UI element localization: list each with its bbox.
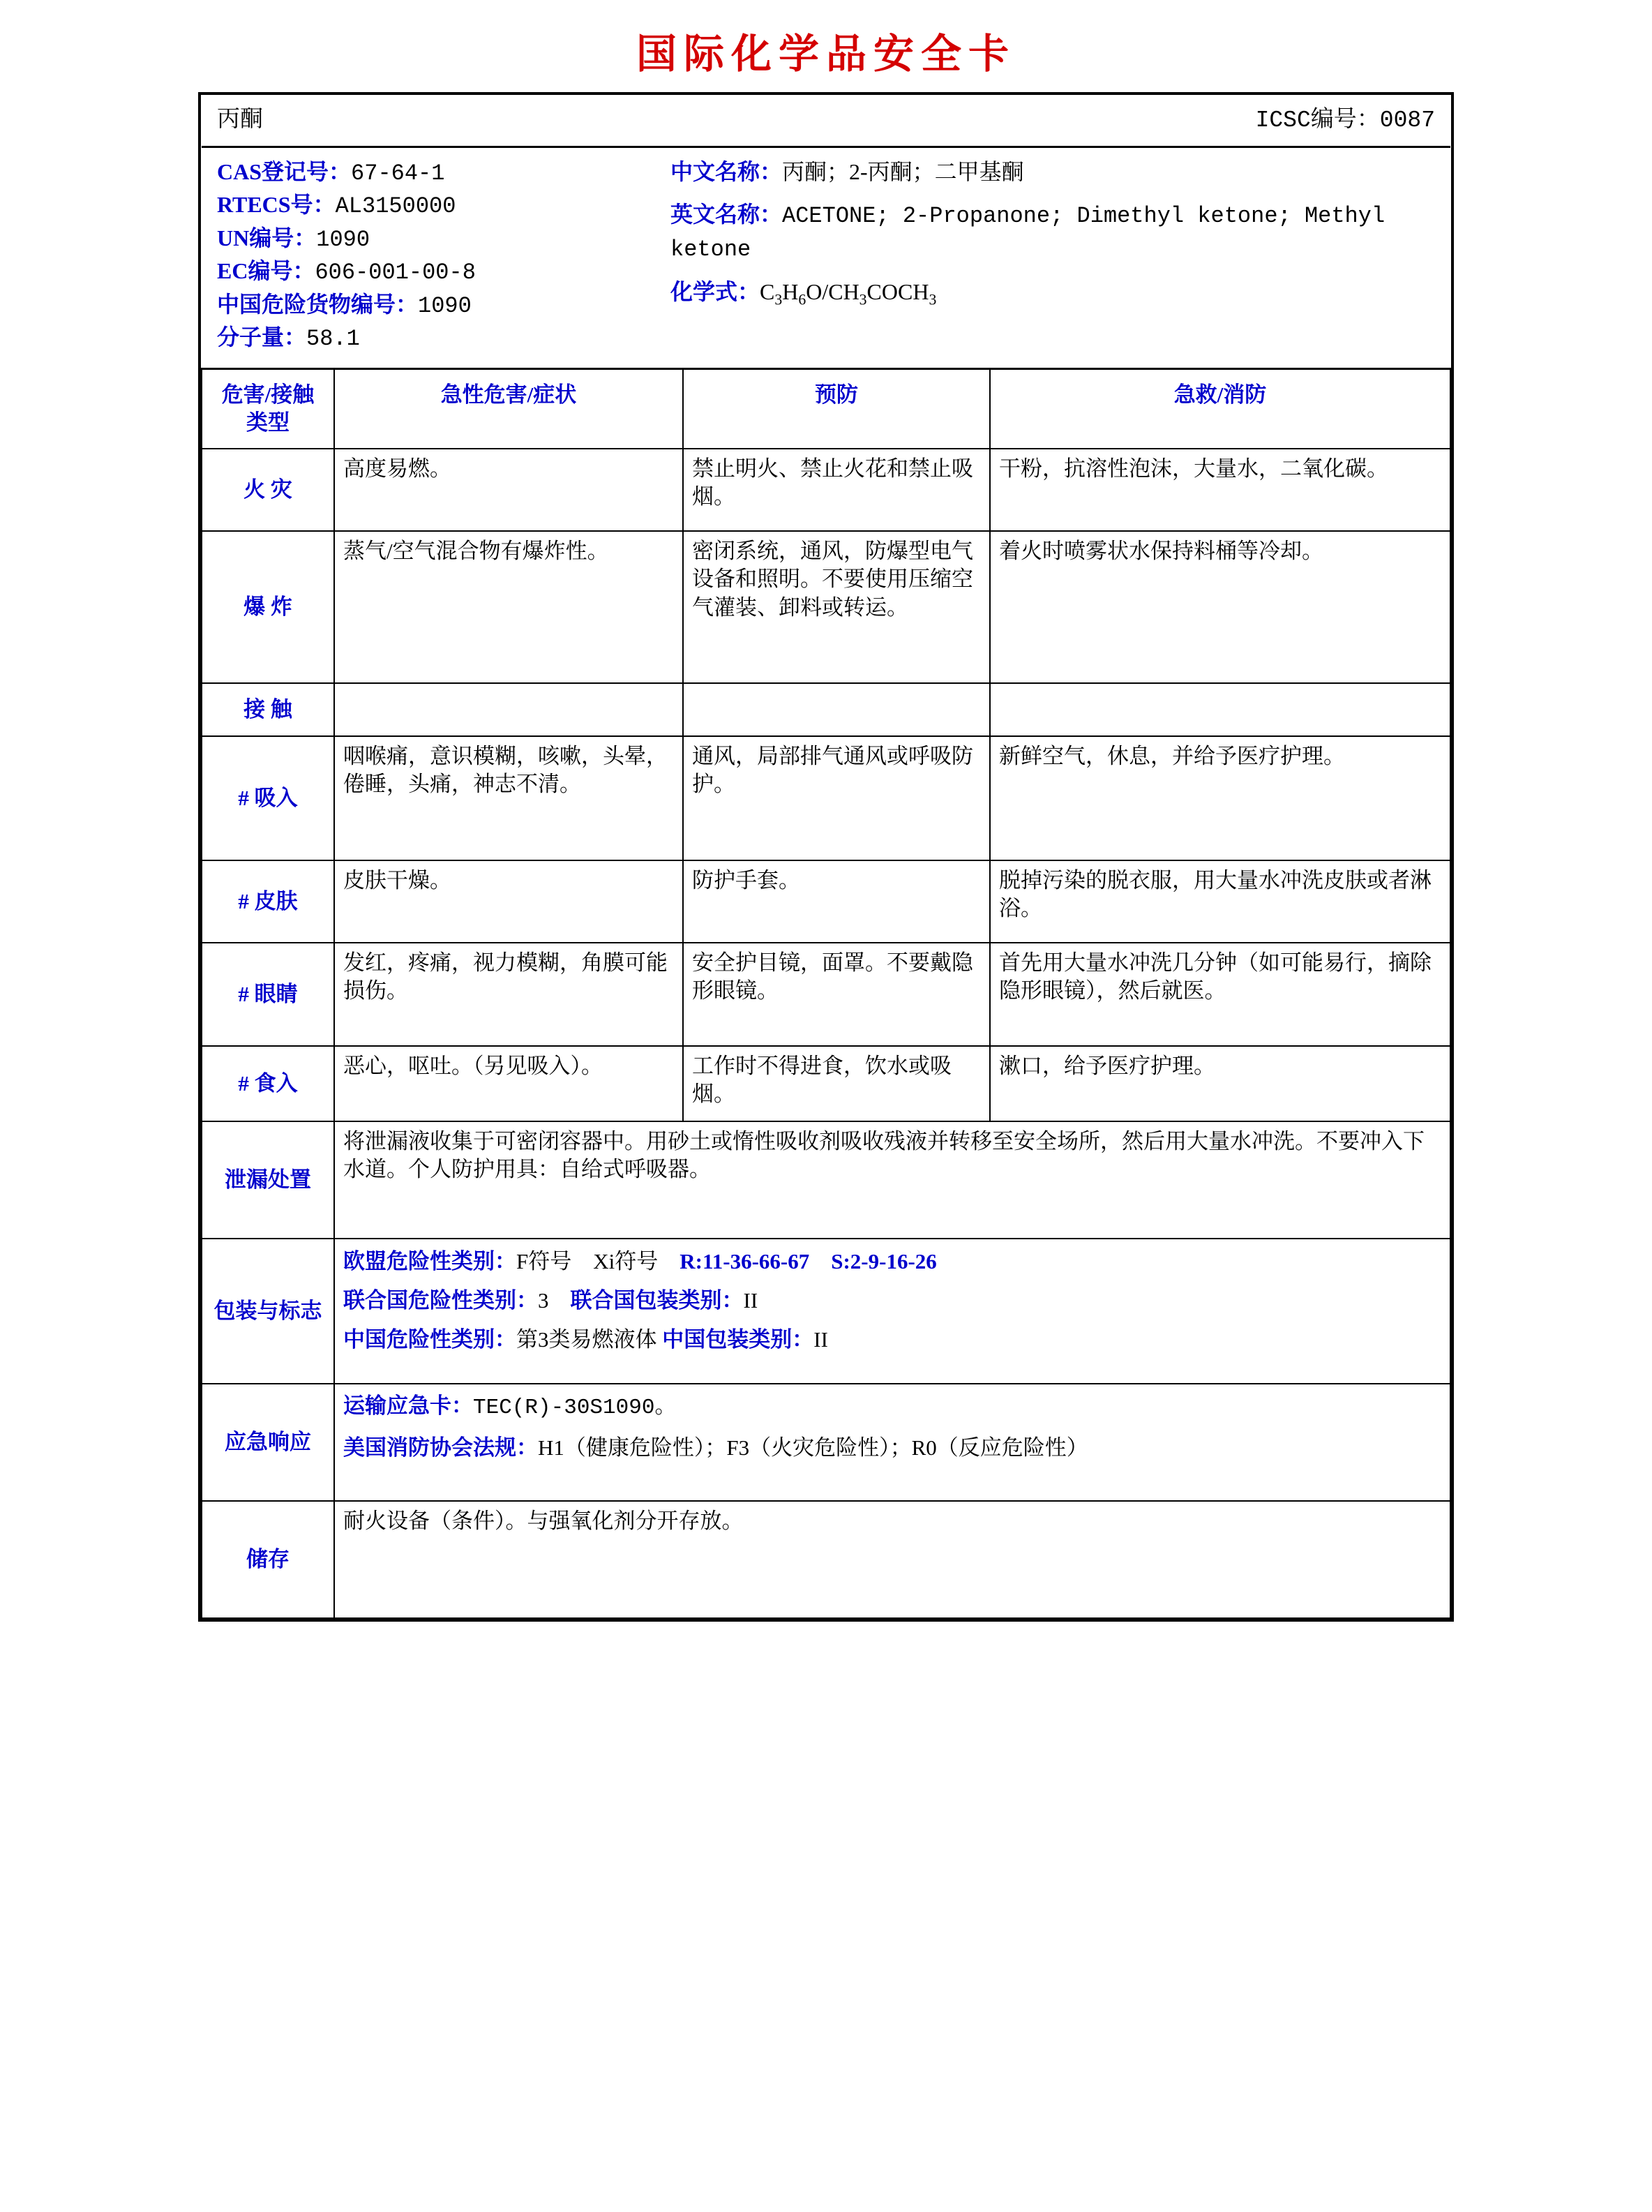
ec-line <box>217 255 663 288</box>
cn-packing-label: 中国包装类别： <box>662 1327 814 1352</box>
fire-symptoms: 高度易燃。 <box>334 449 683 531</box>
row-label-packaging: 包装与标志 <box>202 1239 334 1384</box>
row-label-inhalation: # 吸入 <box>202 736 334 860</box>
col-header-firstaid: 急救/消防 <box>990 368 1450 449</box>
table-row <box>202 683 1450 736</box>
table-row <box>202 860 1450 943</box>
col-header-symptoms: 急性危害/症状 <box>334 368 683 449</box>
col-header-prevention: 预防 <box>683 368 990 449</box>
un-label: UN编号： <box>217 225 317 251</box>
un-value: 1090 <box>316 226 370 253</box>
molecular-weight-value: 58.1 <box>306 326 360 352</box>
table-row <box>202 943 1450 1046</box>
packaging-line-eu <box>343 1245 1441 1278</box>
row-label-spill: 泄漏处置 <box>202 1121 334 1239</box>
eyes-prevention: 安全护目镜，面罩。不要戴隐形眼镜。 <box>683 943 990 1046</box>
un-class-label: 联合国危险性类别： <box>343 1288 538 1313</box>
ingestion-firstaid: 漱口，给予医疗护理。 <box>990 1046 1450 1121</box>
table-row <box>202 449 1450 531</box>
emergency-cell <box>334 1384 1450 1501</box>
skin-symptoms: 皮肤干燥。 <box>334 860 683 943</box>
safety-card-table <box>201 95 1451 1619</box>
cas-label: CAS登记号： <box>217 158 352 184</box>
row-label-skin: # 皮肤 <box>202 860 334 943</box>
eu-s-phrases: S:2-9-16-26 <box>831 1249 937 1274</box>
substance-name: 丙酮 <box>217 107 263 132</box>
un-packing-label: 联合国包装类别： <box>570 1288 744 1313</box>
table-row <box>202 531 1450 683</box>
table-row <box>202 1501 1450 1618</box>
emergency-line-nfpa <box>343 1432 1441 1465</box>
table-row <box>202 1046 1450 1121</box>
chinese-name-line <box>670 156 1435 188</box>
cn-packing-value: II <box>813 1327 828 1352</box>
row-label-emergency: 应急响应 <box>202 1384 334 1501</box>
cn-class-value: 第3类易燃液体 <box>516 1327 663 1352</box>
row-label-exposure: 接 触 <box>202 683 334 736</box>
ingestion-symptoms: 恶心，呕吐。（另见吸入）。 <box>334 1046 683 1121</box>
safety-card <box>198 92 1454 1622</box>
explosion-firstaid: 着火时喷雾状水保持料桶等冷却。 <box>990 531 1450 683</box>
cn-dangerous-goods-line <box>217 289 663 322</box>
tec-label: 运输应急卡： <box>343 1393 473 1419</box>
packaging-line-un <box>343 1284 1441 1317</box>
eyes-symptoms: 发红，疼痛，视力模糊，角膜可能损伤。 <box>334 943 683 1046</box>
rtecs-label: RTECS号： <box>217 192 336 218</box>
identity-body-cell <box>202 147 1450 368</box>
packaging-cell <box>334 1239 1450 1384</box>
english-name-value: ACETONE; 2-Propanone; Dimethyl ketone; Methyl ketone <box>670 203 1386 262</box>
inhalation-prevention: 通风，局部排气通风或呼吸防护。 <box>683 736 990 860</box>
fire-prevention: 禁止明火、禁止火花和禁止吸烟。 <box>683 449 990 531</box>
col-header-hazard-type <box>202 368 334 449</box>
inhalation-symptoms: 咽喉痛，意识模糊，咳嗽，头晕，倦睡，头痛，神志不清。 <box>334 736 683 860</box>
exposure-symptoms <box>334 683 683 736</box>
un-line <box>217 223 663 255</box>
identity-right-column <box>663 156 1435 355</box>
eyes-firstaid: 首先用大量水冲洗几分钟（如可能易行，摘除隐形眼镜），然后就医。 <box>990 943 1450 1046</box>
row-label-explosion: 爆 炸 <box>202 531 334 683</box>
rtecs-value: AL3150000 <box>335 193 456 220</box>
column-header-row <box>202 368 1450 449</box>
cn-class-label: 中国危险性类别： <box>343 1327 516 1352</box>
ec-label: EC编号： <box>217 258 315 284</box>
un-class-value: 3 <box>538 1288 571 1313</box>
nfpa-value: H1（健康危险性）；F3（火灾危险性）；R0（反应危险性） <box>538 1435 1088 1460</box>
page-title: 国际化学品安全卡 <box>636 31 1016 77</box>
skin-firstaid: 脱掉污染的脱衣服，用大量水冲洗皮肤或者淋浴。 <box>990 860 1450 943</box>
chinese-name-value: 丙酮；2-丙酮；二甲基酮 <box>782 158 1024 184</box>
ingestion-prevention: 工作时不得进食，饮水或吸烟。 <box>683 1046 990 1121</box>
table-row <box>202 736 1450 860</box>
identity-left-column <box>217 156 663 355</box>
exposure-firstaid <box>990 683 1450 736</box>
storage-text: 耐火设备（条件）。与强氧化剂分开存放。 <box>334 1501 1450 1618</box>
row-label-eyes: # 眼睛 <box>202 943 334 1046</box>
eu-class-label: 欧盟危险性类别： <box>343 1249 516 1274</box>
identity-header-cell <box>202 95 1450 147</box>
cn-dangerous-goods-label: 中国危险货物编号： <box>217 291 419 317</box>
cas-value: 67-64-1 <box>351 160 445 186</box>
packaging-line-cn <box>343 1323 1441 1357</box>
identity-header-row <box>202 95 1450 147</box>
molecular-weight-label: 分子量： <box>217 324 307 350</box>
cas-line <box>217 156 663 189</box>
col-header-hazard-type-line1: 危害/接触 <box>221 382 315 407</box>
icsc-value: 0087 <box>1379 107 1435 133</box>
table-row <box>202 1239 1450 1384</box>
formula-line <box>670 276 1435 311</box>
explosion-symptoms: 蒸气/空气混合物有爆炸性。 <box>334 531 683 683</box>
row-label-storage: 储存 <box>202 1501 334 1618</box>
table-row <box>202 1384 1450 1501</box>
skin-prevention: 防护手套。 <box>683 860 990 943</box>
tec-value: TEC(R)-30S1090。 <box>473 1396 677 1421</box>
formula-label: 化学式： <box>670 279 760 305</box>
inhalation-firstaid: 新鲜空气，休息，并给予医疗护理。 <box>990 736 1450 860</box>
table-row <box>202 1121 1450 1239</box>
nfpa-label: 美国消防协会法规： <box>343 1435 538 1460</box>
molecular-weight-line <box>217 322 663 354</box>
emergency-line-tec <box>343 1390 1441 1425</box>
exposure-prevention <box>683 683 990 736</box>
icsc-number-block <box>1256 106 1435 136</box>
icsc-label: ICSC编号： <box>1255 107 1380 133</box>
cn-dangerous-goods-value: 1090 <box>418 292 472 319</box>
formula-value: $C_3H_6O/CH_3COCH_3$ <box>760 279 937 308</box>
english-name-line <box>670 199 1435 265</box>
identity-body-row <box>202 147 1450 368</box>
eu-r-phrases: R:11-36-66-67 <box>679 1249 810 1274</box>
col-header-hazard-type-line2: 类型 <box>246 410 290 435</box>
spill-text: 将泄漏液收集于可密闭容器中。用砂土或惰性吸收剂吸收残液并转移至安全场所，然后用大量水冲洗。不要冲入下水道。个人防护用具：自给式呼吸器。 <box>334 1121 1450 1239</box>
eu-spacer <box>809 1249 831 1273</box>
row-label-fire: 火 灾 <box>202 449 334 531</box>
row-label-ingestion: # 食入 <box>202 1046 334 1121</box>
english-name-label: 英文名称： <box>670 202 783 227</box>
rtecs-line <box>217 189 663 222</box>
explosion-prevention: 密闭系统，通风，防爆型电气设备和照明。不要使用压缩空气灌装、卸料或转运。 <box>683 531 990 683</box>
chinese-name-label: 中文名称： <box>670 158 783 184</box>
un-packing-value: II <box>743 1288 758 1313</box>
fire-firstaid: 干粉，抗溶性泡沫，大量水，二氧化碳。 <box>990 449 1450 531</box>
eu-class-value: F符号 Xi符号 <box>516 1249 680 1274</box>
ec-value: 606-001-00-8 <box>315 260 476 286</box>
